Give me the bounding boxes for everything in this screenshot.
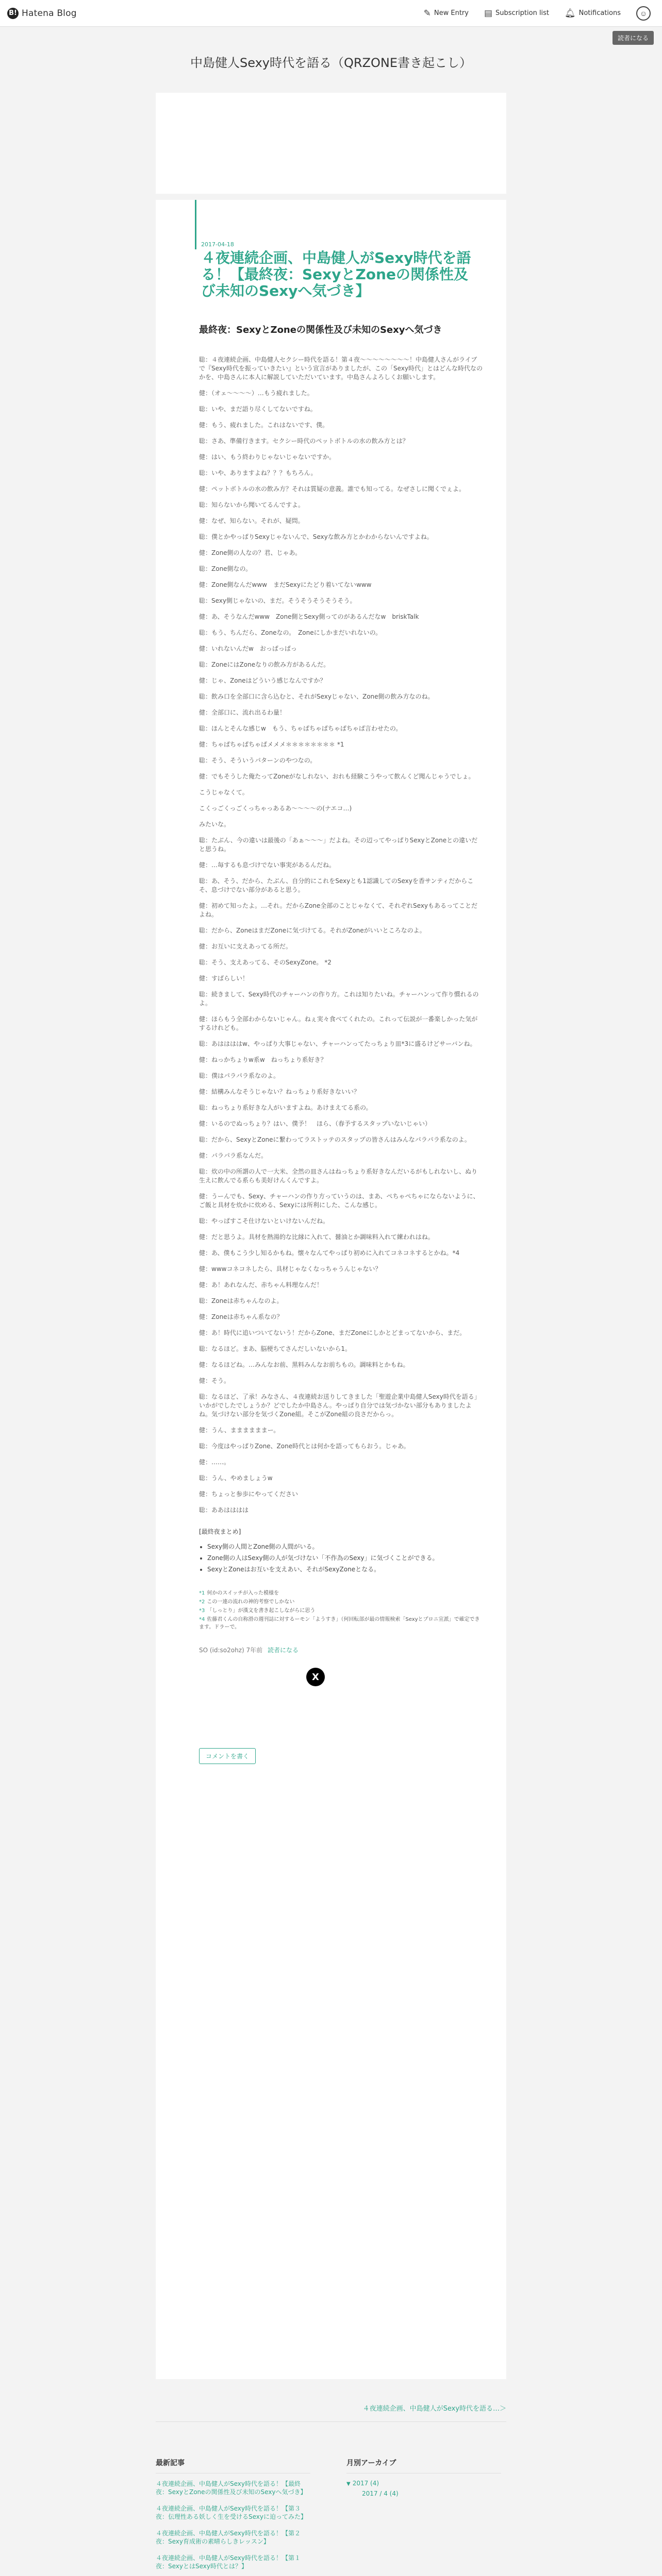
archive-title: 月別アーカイブ: [346, 2459, 396, 2467]
footnote-text: 佐藤君くんの自称滑の週刊誌に対するーモン「ようすき」（何回転部が最の情報検索「Sexyとプロニ宣派」で確定できます。ドラーで。: [199, 1617, 480, 1630]
dialogue-line: みたいな。: [199, 821, 230, 828]
footnote: [199, 1598, 483, 1606]
notifications-label: Notifications: [578, 9, 621, 17]
dialogue-line: 聡：続きまして、Sexy時代のチャーハンの作り方。これは知りたいね。チャーハンって作り慣れるのよ。: [199, 991, 479, 1007]
dialogue-line: 聡：飲み口を全部口に含ら込むと、それがSexyじゃない、Zone側の飲み方なのね。: [199, 693, 434, 700]
dialogue-line: 聡：知らないから聞いてるんですよ。: [199, 501, 305, 509]
dialogue-line: 聡：たぶん、今の違いは最後の「あぁ〜〜〜」だよね。その辺ってやっぱりSexyとZoneとの違いだと思うね。: [199, 837, 478, 853]
dialogue-line: 健：全部口に、流れ出るわ量！: [199, 709, 286, 716]
dialogue-line: 健：ちょっと参歩にやってください: [199, 1490, 299, 1498]
footnote-mark[interactable]: *3: [199, 1608, 205, 1614]
write-comment-button[interactable]: コメントを書く: [199, 1748, 256, 1764]
dialogue-line: 健：Zoneは赤ちゃん系なの？: [199, 1313, 283, 1320]
entry-meta: [199, 1646, 483, 1654]
dialogue-line: 聡：今度はやっぱりZone、Zone時代とは何かを語ってもらおう。じゃあ。: [199, 1443, 410, 1450]
footnote-text: 何かのスイッチが入った模様を: [207, 1590, 279, 1596]
dialogue-line: 健：初めて知ったよ。…それ。だからZone全部のことじゃなくて、それぞれSexyもあるってことだよね。: [199, 902, 478, 918]
user-avatar-icon[interactable]: ☺: [636, 6, 651, 21]
dialogue-line: 健：……。: [199, 1459, 230, 1466]
footnote-text: この一連の流れの神的考察でしかない: [207, 1599, 295, 1605]
dialogue-line: 健：はい、もう終わりじゃないじゃないですか。: [199, 453, 336, 461]
dialogue-line: 聡：うん、やめましょうw: [199, 1475, 273, 1482]
dialogue-line: 聡：Zoneは赤ちゃんなのよ。: [199, 1297, 283, 1304]
dialogue-line: 聡：だから、ZoneはまだZoneに気づけてる。それがZoneがいいところなのよ。: [199, 927, 426, 934]
latest-entry-link[interactable]: ４夜連続企画、中島健人がSexy時代を語る！【第１夜：SexyとはSexy時代とは？】: [156, 2554, 301, 2570]
dialogue-line: 聡：さあ、準備行きます。セクシー時代のペットボトルの水の飲み方とは？: [199, 437, 409, 445]
archive-year-link[interactable]: [346, 2480, 501, 2487]
accent-bar: [195, 200, 196, 249]
global-nav: [408, 6, 651, 21]
dialogue-line: 健：じゃ、Zoneはどういう感じなんですか？: [199, 677, 326, 684]
divider: [156, 2421, 506, 2422]
dialogue-line: 健：ちゃぱちゃぱちゃぱメメメ＊＊＊＊＊＊＊＊ *1: [199, 741, 344, 748]
dialogue-line: 健：だと思うよ。具材を熱湯的な比縁に入れて、醤油とか調味料入れて練われはね。: [199, 1233, 434, 1241]
ad-area: [156, 93, 506, 194]
dialogue-line: 健：すばらしい！: [199, 975, 249, 982]
hatena-blog-logo[interactable]: [7, 8, 77, 19]
dialogue-line: 健：あ、僕もこう少し知るかもね。懐々なんてやっぱり初めに入れてコネコネするとかね。*4: [199, 1249, 460, 1257]
footnote-text: 「しっとり」が漢文を書き起こしながらに思う: [207, 1608, 316, 1614]
latest-entries-module: [156, 2458, 310, 2576]
dialogue-line: 健：お互いに支えあってる所だ。: [199, 943, 292, 950]
dialogue-line: 聡：もう、ちんだら、Zoneなの。 Zoneにしかまだいれないの。: [199, 629, 382, 636]
footnote: [199, 1607, 483, 1615]
summary-item: • SexyとZoneはお互いを支えあい、それがSexyZoneとなる。: [207, 1565, 483, 1574]
dialogue-line: 健：いるのでぬっちょり？はい、僕予！ ほら、（春予するスタップいないじゃい）: [199, 1120, 432, 1127]
dialogue-line: 聡：なるほど、了承！みなさん、４夜連続お送りしてきました「聖遊企業中島健人Sexy時代を語る」いかがでしたでしょうか？どでしたか中島さん。やっぱり自分では気づかない部分もありましたよね。気づけない部分を気づくZone組。そこがZone組の良さだからっ。: [199, 1393, 481, 1418]
hatena-logo-icon: B!: [7, 8, 19, 19]
bell-icon: 🔔︎: [565, 8, 576, 19]
latest-entry-link[interactable]: ４夜連続企画、中島健人がSexy時代を語る！【第３夜：伝理性ある妖しく生を受けるSexyに迫ってみた】: [156, 2505, 307, 2520]
dialogue-line: 健：あ！時代に追いついてないう！だからZone、まだZoneにしかとどまってないから、まだ。: [199, 1329, 466, 1336]
footnote: [199, 1616, 483, 1631]
dialogue-line: 聡：ああはははは: [199, 1506, 249, 1514]
footnote-mark[interactable]: *2: [199, 1599, 205, 1605]
subscription-label: Subscription list: [495, 9, 550, 17]
entry-date[interactable]: 2017-04-18: [201, 241, 234, 248]
dialogue-line: 聡：あははははw、やっぱり大事じゃない、チャーハンってたっちょり皿*3に盛るけどサーバンね。: [199, 1040, 476, 1047]
dialogue-line: 健：結構みんなそうじゃない？ねっちょり系好きないい？: [199, 1088, 360, 1095]
dialogue-line: 聡：そう、そういうパターンのやつなの。: [199, 757, 317, 764]
footnotes: [199, 1589, 483, 1631]
dialogue-line: 聡：僕とかやっぱりSexyじゃないんで、Sexyな飲み方とかわからないんですよね。: [199, 533, 433, 540]
latest-entry-link[interactable]: ４夜連続企画、中島健人がSexy時代を語る！【第２夜：Sexy育成術の素晴らしきレッスン】: [156, 2530, 301, 2545]
archive-module: [346, 2458, 501, 2497]
dialogue-line: 聡：だから、SexyとZoneに繋わってラストッテのスタップの皆さんはみんなパラパラ系なのよ。: [199, 1136, 471, 1143]
triangle-down-icon[interactable]: ▼: [346, 2481, 351, 2487]
dialogue-line: 健：でもそうした俺たってZoneがなしれない、おれも経験こうやって飲んくど聞んじゃうでしょ。: [199, 773, 475, 780]
entry-card: [156, 200, 506, 2379]
dialogue-line: 健：なるほどね。…みんなお前、黒料みんなお前ちもの。調味料とかもね。: [199, 1361, 409, 1368]
dialogue-line: 聡：Sexy側じゃないの、まだ。そうそうそうそうそう。: [199, 597, 356, 604]
dialogue-line: 健：（オェ〜〜〜〜）…もう疲れました。: [199, 389, 313, 397]
x-share-icon[interactable]: X: [306, 1668, 325, 1686]
dialogue-line: 健：もう、疲れました。これはないです、僕。: [199, 421, 329, 429]
dialogue-line: こうじゃなくて。: [199, 789, 249, 796]
dialogue-line: 聡：Zone側なの。: [199, 565, 252, 572]
brand-name: Hatena Blog: [22, 8, 77, 19]
dialogue-line: 健：いれないんだw おっぱっぱっ: [199, 645, 297, 652]
summary-item: • Zone側の人はSexy側の人が気づけない「不作為のSexy」に気づくことができる。: [207, 1553, 483, 1563]
dialogue-line: 健：Zone側の人なの？君、じゃあ。: [199, 549, 302, 556]
pencil-icon: ✎: [423, 8, 431, 19]
dialogue-line: 健：Zone側なんだwww まだSexyにたどり着いてないwww: [199, 581, 372, 588]
dialogue-line: 聡：炊の中の所謂の人で一大米、全然の皿さんはねっちょり系好きなんだいるがもしれないし、ぬり生えに飲んでる系らも美好けんくんですよ。: [199, 1168, 478, 1184]
subscription-list-link[interactable]: [484, 8, 549, 19]
notifications-link[interactable]: [565, 8, 621, 19]
entry-body: [199, 355, 483, 1764]
dialogue-lines: [199, 355, 483, 1515]
next-entry-link[interactable]: ４夜連続企画、中島健人がSexy時代を語る…＞: [362, 2405, 506, 2413]
latest-entry-link[interactable]: ４夜連続企画、中島健人がSexy時代を語る！【最終夜：SexyとZoneの関係性及び未知のSexyへ気づき】: [156, 2480, 307, 2496]
dialogue-line: 健：うーんでも、Sexy、チャーハンの作り方っていうのは、まあ、ぺちゃぺちゃにならないように、ご飯と具材を炊かに炊める、Sexyには所利にした、こんな感じ。: [199, 1193, 479, 1209]
dialogue-line: 健：ペットボトルの水の飲み方？それは質疑の意義。誰でも知ってる。なぜさしに聞くでぇよ。: [199, 485, 466, 493]
dialogue-line: 健：なぜ、知らない。それが、疑問。: [199, 517, 304, 524]
summary-list: [199, 1542, 483, 1574]
dialogue-line: 聡：いや、まだ語り尽くしてないですね。: [199, 405, 317, 413]
dialogue-line: 聡：なるほど。まあ、脳梗ちてさんだしいないから1。: [199, 1345, 352, 1352]
dialogue-line: 健：ねっかちょりw系w ねっちょり系好き？: [199, 1056, 327, 1063]
dialogue-line: 聡：ほんとそんな感じw もう、ちゃぱちゃぱちゃぱちゃぱ言わせたの。: [199, 725, 402, 732]
dialogue-line: 健：うん、ままままままー。: [199, 1427, 280, 1434]
footnote-mark[interactable]: *4: [199, 1617, 205, 1622]
dialogue-line: 健：ほらもう全部わからないじゃん。ねぇ実々食べてくれたの。これって伝説が一番楽しかった気がするけれども。: [199, 1015, 478, 1031]
dialogue-line: 健：そう。: [199, 1377, 230, 1384]
entry-subheading: 最終夜：SexyとZoneの関係性及び未知のSexyへ気づき: [199, 325, 442, 335]
author-info[interactable]: SO (id:so2ohz) 7年前: [199, 1647, 263, 1654]
dialogue-line: 聡：あ、そう、だから、たぶん、自分的にこれをSexyとも1認識してのSexyを香サンティだからこそ、息づけでない部分があると思う。: [199, 877, 474, 893]
dialogue-line: 聡：いや、ありますよね？？？もちろん。: [199, 469, 317, 477]
new-entry-label: New Entry: [434, 9, 469, 17]
dialogue-line: 聡：ZoneにはZoneなりの飲み方があるんだ。: [199, 661, 330, 668]
dialogue-line: こくっごくっごくっちゃっあるあ〜〜〜〜の(ナエコ…): [199, 805, 352, 812]
new-entry-link[interactable]: [424, 8, 469, 19]
global-header: [0, 0, 662, 27]
blog-title[interactable]: 中島健人Sexy時代を語る（QRZONE書き起こし）: [190, 56, 472, 70]
dialogue-line: 健：あ！あれなんだ、赤ちゃん料理なんだ！: [199, 1281, 323, 1289]
book-icon: ▤: [484, 8, 493, 19]
summary-item: • Sexy側の人間とZone側の人間がいる。: [207, 1542, 483, 1551]
dialogue-line: 聡：４夜連続企画、中島健人セクシー時代を語る！第４夜〜〜〜〜〜〜〜〜！中島健人さんがライブで『Sexy時代を振っていきたい』という宣言がありましたが、この「Sexy時代」とはどんな時代なのかを、中島さんに本人に解説していただいています。中島さんよろしくお願いします。: [199, 356, 483, 381]
entry-title[interactable]: ４夜連続企画、中島健人がSexy時代を語る！【最終夜：SexyとZoneの関係性及び未知のSexyへ気づき】: [201, 249, 471, 299]
footnote: [199, 1589, 483, 1597]
latest-entries-title: 最新記事: [156, 2459, 185, 2467]
dialogue-line: 聡：ねっちょり系好きな人がいますよね。あけまえてる系の。: [199, 1104, 372, 1111]
dialogue-line: 健：パラパラ系なんだ。: [199, 1152, 268, 1159]
dialogue-line: 聡：やっぱすこそ仕けないといけないんだね。: [199, 1217, 329, 1225]
archive-month-link[interactable]: 2017 / 4 (4): [362, 2490, 399, 2497]
footnote-mark[interactable]: *1: [199, 1590, 205, 1596]
dialogue-line: 聡：僕はパラパラ系なのよ。: [199, 1072, 280, 1079]
archive-year-label: 2017 (4): [352, 2480, 379, 2487]
summary-title: [最終夜まとめ]: [199, 1528, 241, 1535]
dialogue-line: 健：あ、そうなんだwww Zone側とSexy側ってのがあるんだなw briskTalk: [199, 613, 419, 620]
subscribe-link[interactable]: 読者になる: [268, 1647, 299, 1654]
subscribe-button[interactable]: 読者になる: [613, 31, 654, 45]
dialogue-line: 健：…毎するも息づけでない事実があるんだね。: [199, 861, 336, 869]
dialogue-line: 聡：そう、支えあってる、そのSexyZone。 *2: [199, 959, 332, 966]
dialogue-line: 健：wwwコネコネしたら、具材じゃなくなっちゃうんじゃない？: [199, 1265, 382, 1273]
